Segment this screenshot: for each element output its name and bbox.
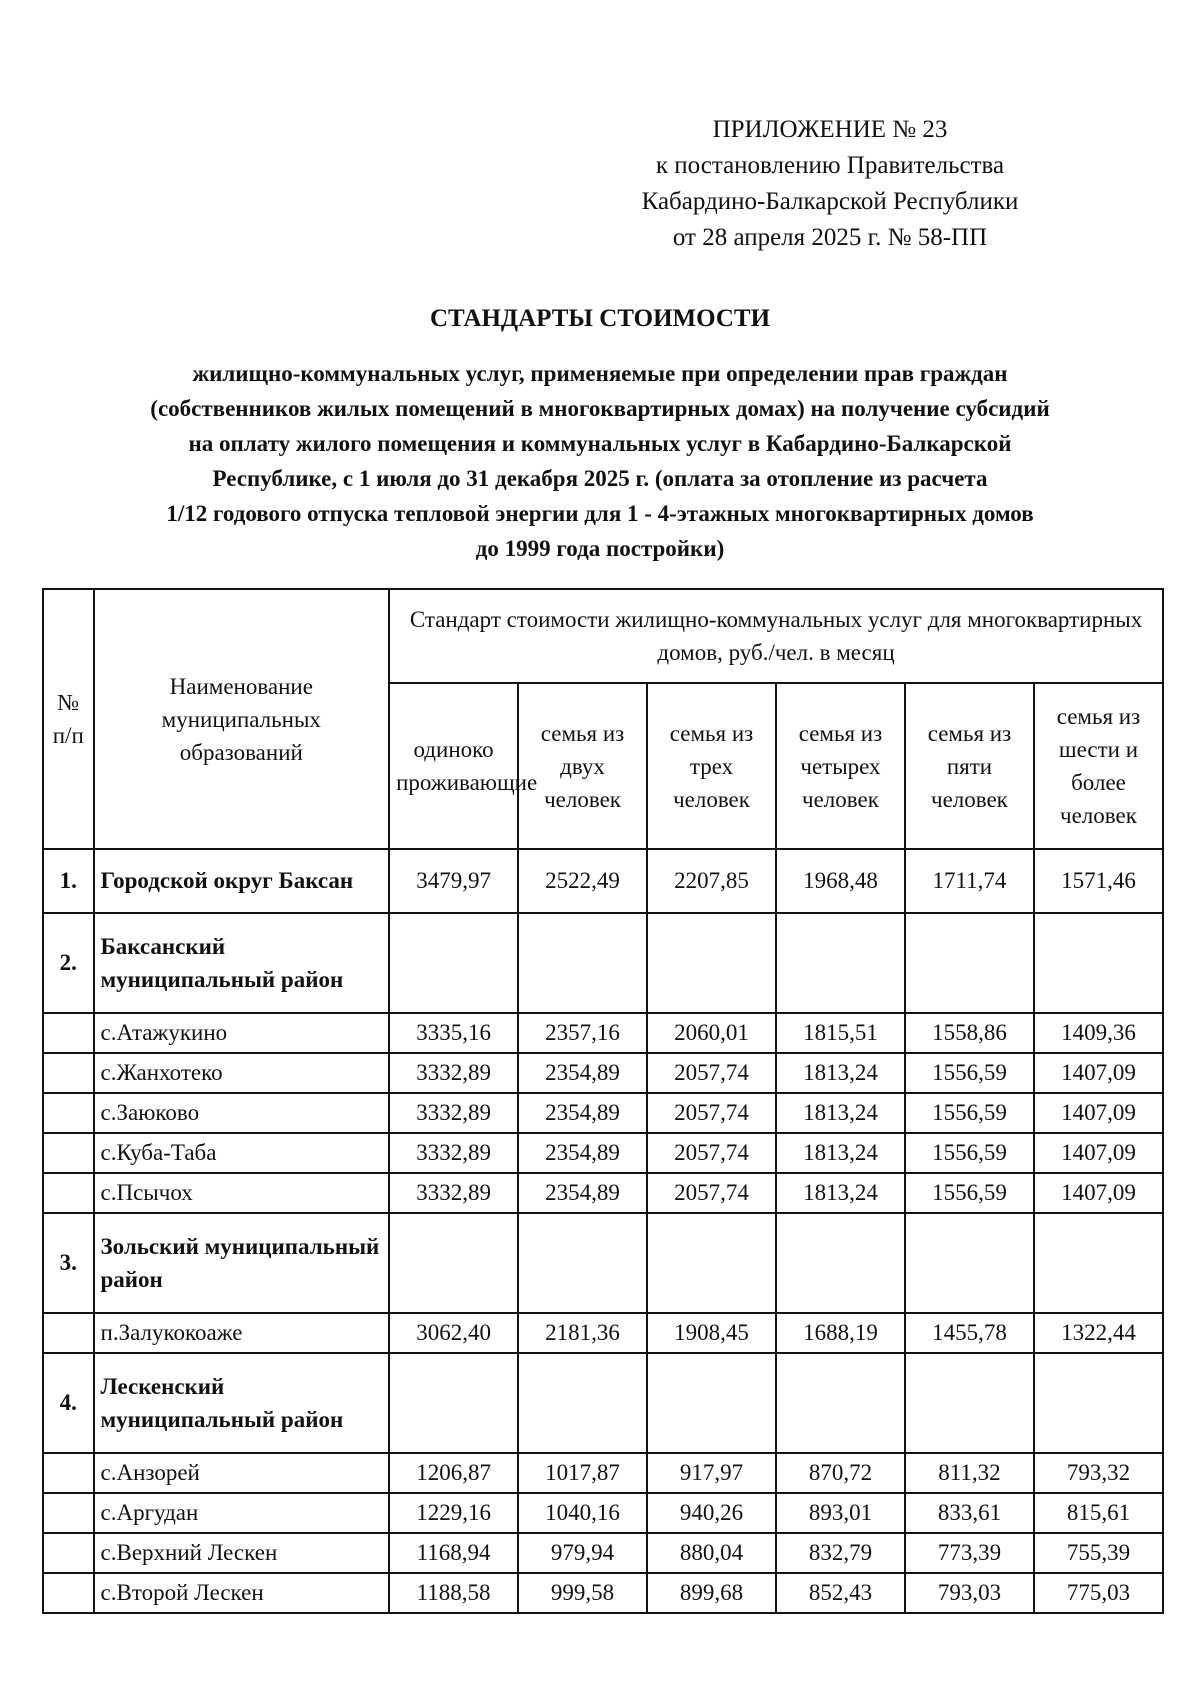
cost-value: 2060,01 (647, 1013, 776, 1053)
cost-value: 1322,44 (1034, 1313, 1163, 1353)
row-number: 3. (43, 1213, 94, 1313)
row-number (43, 1013, 94, 1053)
table-row (43, 1133, 1163, 1173)
row-number (43, 1453, 94, 1493)
subtitle-line: до 1999 года постройки) (475, 536, 725, 561)
table-body (43, 849, 1163, 1613)
cost-value (389, 913, 518, 1013)
cost-value: 1558,86 (905, 1013, 1034, 1053)
cost-value (389, 1213, 518, 1313)
cost-value: 1556,59 (905, 1173, 1034, 1213)
subtitle-line: Республике, с 1 июля до 31 декабря 2025 г. (оплата за отопление из расчета (212, 466, 988, 491)
cost-value: 2522,49 (518, 849, 647, 913)
municipality-name: с.Заюково (94, 1093, 390, 1133)
cost-value: 999,58 (518, 1573, 647, 1613)
municipality-name: с.Второй Лескен (94, 1573, 390, 1613)
cost-value: 1968,48 (776, 849, 905, 913)
header-family-6plus: семья из шести и более человек (1034, 683, 1163, 849)
row-number (43, 1053, 94, 1093)
municipality-name: с.Анзорей (94, 1453, 390, 1493)
table-row (43, 849, 1163, 913)
cost-value: 1556,59 (905, 1053, 1034, 1093)
cost-value: 1407,09 (1034, 1173, 1163, 1213)
municipality-name: с.Жанхотеко (94, 1053, 390, 1093)
cost-value: 1455,78 (905, 1313, 1034, 1353)
cost-value: 3332,89 (389, 1053, 518, 1093)
table-row (43, 913, 1163, 1013)
cost-value: 3335,16 (389, 1013, 518, 1053)
subtitle-line: (собственников жилых помещений в многоквартирных домах) на получение субсидий (150, 396, 1050, 421)
municipality-name: с.Псычох (94, 1173, 390, 1213)
cost-value: 1556,59 (905, 1093, 1034, 1133)
table-row (43, 1093, 1163, 1133)
municipality-name: п.Залукокоаже (94, 1313, 390, 1353)
cost-value: 1017,87 (518, 1453, 647, 1493)
cost-value: 979,94 (518, 1533, 647, 1573)
cost-value: 1188,58 (389, 1573, 518, 1613)
cost-value (776, 913, 905, 1013)
annex-block (520, 112, 1140, 256)
document-title: СТАНДАРТЫ СТОИМОСТИ (429, 305, 771, 332)
row-number (43, 1173, 94, 1213)
cost-value: 1711,74 (905, 849, 1034, 913)
cost-value: 793,03 (905, 1573, 1034, 1613)
table-row (43, 1573, 1163, 1613)
cost-value (905, 1213, 1034, 1313)
cost-value: 899,68 (647, 1573, 776, 1613)
subtitle-line: 1/12 годового отпуска тепловой энергии для 1 - 4-этажных многоквартирных домов (166, 501, 1034, 526)
row-number (43, 1493, 94, 1533)
annex-government: Кабардино-Балкарской Республики (641, 188, 1019, 215)
header-family-2: семья из двух человек (518, 683, 647, 849)
table-row (43, 1313, 1163, 1353)
row-number (43, 1573, 94, 1613)
cost-value: 1229,16 (389, 1493, 518, 1533)
cost-value: 940,26 (647, 1493, 776, 1533)
annex-number: ПРИЛОЖЕНИЕ № 23 (712, 116, 948, 143)
cost-value: 1571,46 (1034, 849, 1163, 913)
cost-value (647, 913, 776, 1013)
cost-value: 2057,74 (647, 1173, 776, 1213)
header-family-5: семья из пяти человек (905, 683, 1034, 849)
cost-value: 2181,36 (518, 1313, 647, 1353)
row-number (43, 1093, 94, 1133)
cost-value: 2057,74 (647, 1133, 776, 1173)
cost-value (647, 1353, 776, 1453)
row-number (43, 1533, 94, 1573)
cost-value (647, 1213, 776, 1313)
cost-value (905, 1353, 1034, 1453)
cost-value: 811,32 (905, 1453, 1034, 1493)
cost-value: 1040,16 (518, 1493, 647, 1533)
subtitle-line: на оплату жилого помещения и коммунальных услуг в Кабардино-Балкарской (188, 431, 1012, 456)
header-single: одиноко проживающие (389, 683, 518, 849)
row-number (43, 1133, 94, 1173)
cost-value: 1908,45 (647, 1313, 776, 1353)
header-family-3: семья из трех человек (647, 683, 776, 849)
cost-value: 3479,97 (389, 849, 518, 913)
annex-resolution: к постановлению Правительства (655, 152, 1005, 179)
table-row (43, 1213, 1163, 1313)
cost-value: 2354,89 (518, 1093, 647, 1133)
cost-value (776, 1353, 905, 1453)
cost-value: 2354,89 (518, 1053, 647, 1093)
cost-value (1034, 1353, 1163, 1453)
cost-value: 775,03 (1034, 1573, 1163, 1613)
cost-value: 832,79 (776, 1533, 905, 1573)
cost-value: 917,97 (647, 1453, 776, 1493)
cost-value: 1409,36 (1034, 1013, 1163, 1053)
cost-value: 1813,24 (776, 1053, 905, 1093)
cost-value: 870,72 (776, 1453, 905, 1493)
cost-value: 833,61 (905, 1493, 1034, 1533)
cost-value: 1407,09 (1034, 1053, 1163, 1093)
municipality-name: Лескенский муниципальный район (94, 1353, 390, 1453)
cost-value: 1556,59 (905, 1133, 1034, 1173)
cost-value: 815,61 (1034, 1493, 1163, 1533)
cost-value: 852,43 (776, 1573, 905, 1613)
municipality-name: с.Куба-Таба (94, 1133, 390, 1173)
subtitle-line: жилищно-коммунальных услуг, применяемые при определении прав граждан (192, 361, 1008, 386)
cost-value: 755,39 (1034, 1533, 1163, 1573)
header-municipality: Наименование муниципальных образований (94, 589, 390, 849)
cost-value (776, 1213, 905, 1313)
cost-value: 2057,74 (647, 1093, 776, 1133)
cost-value: 773,39 (905, 1533, 1034, 1573)
cost-value: 2354,89 (518, 1173, 647, 1213)
cost-value (1034, 913, 1163, 1013)
cost-value (1034, 1213, 1163, 1313)
cost-value: 1813,24 (776, 1133, 905, 1173)
cost-value: 893,01 (776, 1493, 905, 1533)
cost-value: 3062,40 (389, 1313, 518, 1353)
cost-value (518, 1213, 647, 1313)
table-row (43, 1053, 1163, 1093)
cost-value: 1407,09 (1034, 1133, 1163, 1173)
table-row (43, 1493, 1163, 1533)
municipality-name: Городской округ Баксан (94, 849, 390, 913)
municipality-name: Зольский муниципальный район (94, 1213, 390, 1313)
cost-value: 3332,89 (389, 1173, 518, 1213)
cost-value: 1206,87 (389, 1453, 518, 1493)
municipality-name: с.Аргудан (94, 1493, 390, 1533)
cost-value: 2354,89 (518, 1133, 647, 1173)
cost-value: 2357,16 (518, 1013, 647, 1053)
row-number: 4. (43, 1353, 94, 1453)
municipality-name: с.Атажукино (94, 1013, 390, 1053)
table-row (43, 1173, 1163, 1213)
row-number (43, 1313, 94, 1353)
cost-standards-table (42, 588, 1164, 1614)
document-subtitle (60, 356, 1140, 566)
row-number: 1. (43, 849, 94, 913)
header-cost-standard: Стандарт стоимости жилищно-коммунальных услуг для многоквартирных домов, руб./чел. в месяц (389, 589, 1163, 683)
cost-value: 1688,19 (776, 1313, 905, 1353)
cost-value: 1407,09 (1034, 1093, 1163, 1133)
cost-value: 1813,24 (776, 1173, 905, 1213)
municipality-name: Баксанский муниципальный район (94, 913, 390, 1013)
cost-value: 1813,24 (776, 1093, 905, 1133)
header-number: № п/п (43, 589, 94, 849)
cost-value: 1815,51 (776, 1013, 905, 1053)
municipality-name: с.Верхний Лескен (94, 1533, 390, 1573)
cost-value: 2207,85 (647, 849, 776, 913)
cost-value: 3332,89 (389, 1133, 518, 1173)
cost-value: 793,32 (1034, 1453, 1163, 1493)
cost-value: 1168,94 (389, 1533, 518, 1573)
row-number: 2. (43, 913, 94, 1013)
table-row (43, 1533, 1163, 1573)
cost-value (518, 1353, 647, 1453)
cost-value: 880,04 (647, 1533, 776, 1573)
cost-value: 3332,89 (389, 1093, 518, 1133)
cost-value (389, 1353, 518, 1453)
annex-date: от 28 апреля 2025 г. № 58-ПП (672, 224, 988, 251)
table-row (43, 1013, 1163, 1053)
cost-value: 2057,74 (647, 1053, 776, 1093)
header-family-4: семья из четырех человек (776, 683, 905, 849)
cost-value (518, 913, 647, 1013)
table-row (43, 1353, 1163, 1453)
cost-value (905, 913, 1034, 1013)
table-row (43, 1453, 1163, 1493)
